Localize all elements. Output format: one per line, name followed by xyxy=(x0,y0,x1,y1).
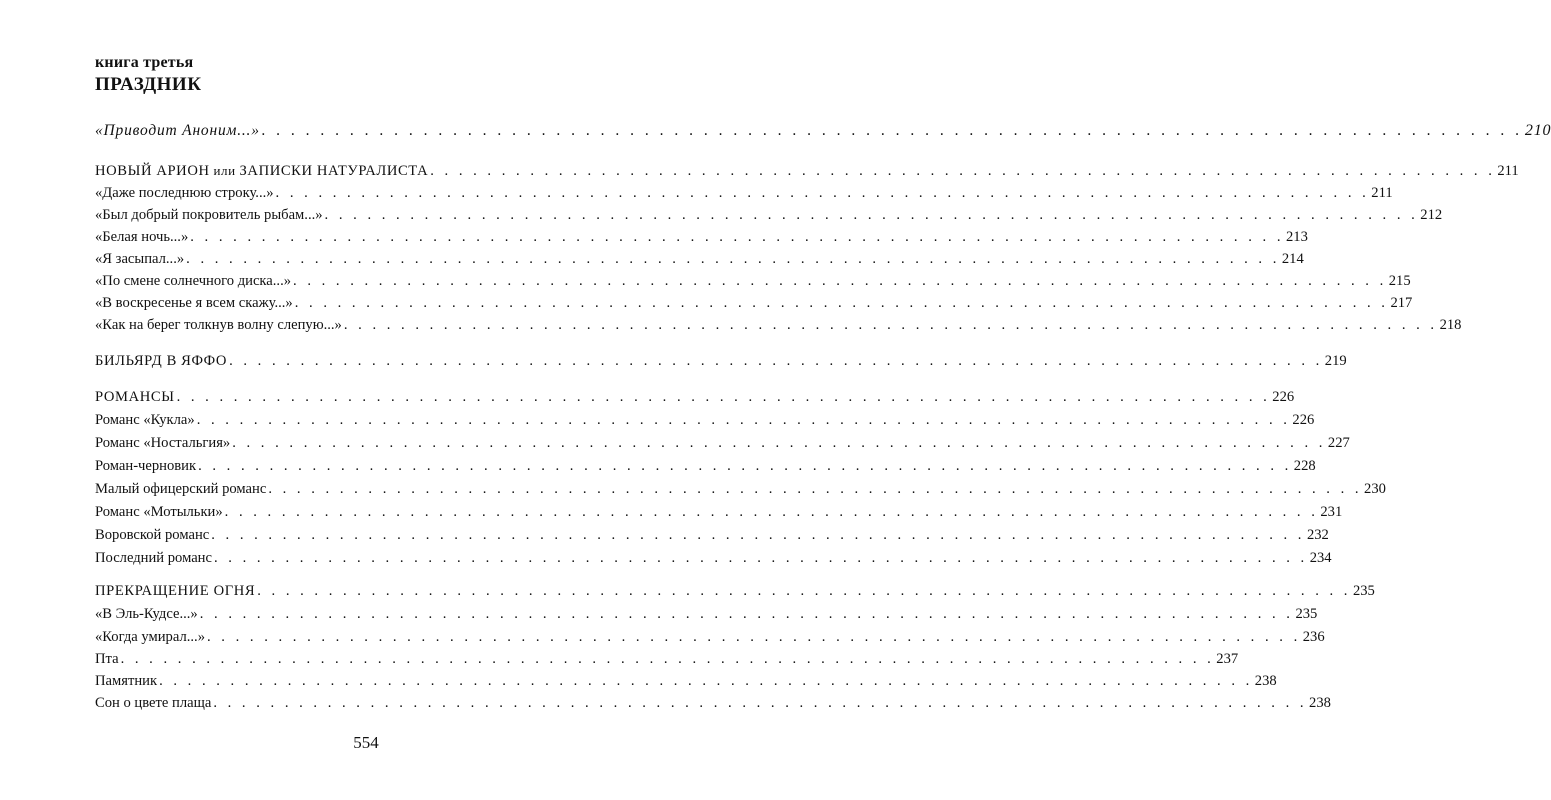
dot-leader: . . . . . . . . . . . . . . . . . . . . . . . . . . . . . . . . . . . . . . . . . . . . . . . . . . . . . . . . . . . . . . . . . . . . . . . . . . . . . xyxy=(176,389,1271,405)
toc-section-billiard xyxy=(95,350,1347,372)
toc-entry-page: 217 xyxy=(1390,295,1413,311)
toc-entry xyxy=(95,182,1393,204)
book-label: книга третья xyxy=(95,54,194,71)
toc-entry-page: 226 xyxy=(1292,412,1315,428)
dot-leader: . . . . . . . . . . . . . . . . . . . . . . . . . . . . . . . . . . . . . . . . . . . . . . . . . . . . . . . . . . . . . . . . . . . . . . . . . . . . . xyxy=(224,504,1319,520)
toc-entry-page: 213 xyxy=(1285,229,1308,245)
toc-entry-title: Романс «Кукла» xyxy=(95,412,195,428)
toc-section-page: 211 xyxy=(1497,163,1519,179)
toc-entry xyxy=(95,204,1443,226)
dot-leader: . . . . . . . . . . . . . . . . . . . . . . . . . . . . . . . . . . . . . . . . . . . . . . . . . . . . . . . . . . . . . . . . . . . . . . . . . . . . . xyxy=(198,458,1292,474)
book-title: ПРАЗДНИК xyxy=(95,74,202,95)
toc-entry-intro xyxy=(95,120,1551,142)
toc-section-arion xyxy=(95,160,1519,182)
toc-entry-page: 235 xyxy=(1295,606,1318,622)
toc-entry xyxy=(95,248,1304,270)
toc-entry-title: «Приводит Аноним...» xyxy=(95,122,260,139)
dot-leader: . . . . . . . . . . . . . . . . . . . . . . . . . . . . . . . . . . . . . . . . . . . . . . . . . . . . . . . . . . . . . . . . . . . . . . . . . . . . . xyxy=(190,229,1284,245)
toc-section-romances xyxy=(95,386,1295,408)
toc-entry-page: 236 xyxy=(1302,629,1325,645)
toc-entry xyxy=(95,409,1315,431)
toc-entry-title: «Белая ночь...» xyxy=(95,229,189,245)
toc-entry-title: «Как на берег толкнув волну слепую...» xyxy=(95,317,342,333)
toc-entry-title: «Я засыпал...» xyxy=(95,251,185,267)
dot-leader: . . . . . . . . . . . . . . . . . . . . . . . . . . . . . . . . . . . . . . . . . . . . . . . . . . . . . . . . . . . . . . . . . . . . . . . . . . . . . xyxy=(268,481,1363,497)
dot-leader: . . . . . . . . . . . . . . . . . . . . . . . . . . . . . . . . . . . . . . . . . . . . . . . . . . . . . . . . . . . . . . . . . . . . . . . . . . . . . xyxy=(211,527,1305,543)
toc-entry-page: 212 xyxy=(1420,207,1443,223)
dot-leader: . . . . . . . . . . . . . . . . . . . . . . . . . . . . . . . . . . . . . . . . . . . . . . . . . . . . . . . . . . . . . . . . . . . . . . . . . . . . . xyxy=(324,207,1419,223)
dot-leader: . . . . . . . . . . . . . . . . . . . . . . . . . . . . . . . . . . . . . . . . . . . . . . . . . . . . . . . . . . . . . . . . . . . . . . . . . . . . . xyxy=(120,651,1215,667)
dot-leader: . . . . . . . . . . . . . . . . . . . . . . . . . . . . . . . . . . . . . . . . . . . . . . . . . . . . . . . . . . . . . . . . . . . . . . . . . . . . . xyxy=(159,673,1253,689)
toc-entry-title: «Был добрый покровитель рыбам...» xyxy=(95,207,323,223)
dot-leader: . . . . . . . . . . . . . . . . . . . . . . . . . . . . . . . . . . . . . . . . . . . . . . . . . . . . . . . . . . . . . . . . . . . . . . . . . . . . . xyxy=(213,550,1308,566)
toc-entry xyxy=(95,226,1308,248)
dot-leader: . . . . . . . . . . . . . . . . . . . . . . . . . . . . . . . . . . . . . . . . . . . . . . . . . . . . . . . . . . . . . . . . . . . . . . . . . . . . . . . . . . . . . . xyxy=(261,122,1523,139)
toc-section-title: РОМАНСЫ xyxy=(95,389,175,405)
toc-entry-title: «В воскресенье я всем скажу...» xyxy=(95,295,293,311)
toc-entry-page: 214 xyxy=(1281,251,1304,267)
arion-title-or: или xyxy=(209,163,240,178)
toc-entry xyxy=(95,314,1462,336)
toc-entry-title: Памятник xyxy=(95,673,158,689)
toc-entry xyxy=(95,432,1350,454)
toc-entry-page: 237 xyxy=(1216,651,1239,667)
toc-entry-title: «Когда умирал...» xyxy=(95,629,205,645)
toc-entry xyxy=(95,292,1413,314)
toc-entry-title: «По смене солнечного диска...» xyxy=(95,273,292,289)
toc-entry xyxy=(95,692,1331,714)
toc-entry-title: Пта xyxy=(95,651,119,667)
toc-entry-page: 231 xyxy=(1320,504,1343,520)
dot-leader: . . . . . . . . . . . . . . . . . . . . . . . . . . . . . . . . . . . . . . . . . . . . . . . . . . . . . . . . . . . . . . . . . . . . . . . . . . . . . xyxy=(257,583,1351,599)
toc-entry-page: 227 xyxy=(1327,435,1350,451)
dot-leader: . . . . . . . . . . . . . . . . . . . . . . . . . . . . . . . . . . . . . . . . . . . . . . . . . . . . . . . . . . . . . . . . . . . . . . . . . . . . . xyxy=(207,629,1301,645)
toc-section-page: 235 xyxy=(1352,583,1375,599)
toc-entry-title: Романс «Ностальгия» xyxy=(95,435,231,451)
toc-entry-page: 228 xyxy=(1293,458,1316,474)
dot-leader: . . . . . . . . . . . . . . . . . . . . . . . . . . . . . . . . . . . . . . . . . . . . . . . . . . . . . . . . . . . . . . . . . . . . . . . . . . . . . xyxy=(199,606,1294,622)
dot-leader: . . . . . . . . . . . . . . . . . . . . . . . . . . . . . . . . . . . . . . . . . . . . . . . . . . . . . . . . . . . . . . . . . . . . . . . . . . . . . xyxy=(293,273,1387,289)
dot-leader: . . . . . . . . . . . . . . . . . . . . . . . . . . . . . . . . . . . . . . . . . . . . . . . . . . . . . . . . . . . . . . . . . . . . . . . . . . . . . xyxy=(186,251,1280,267)
toc-section-page: 226 xyxy=(1272,389,1295,405)
dot-leader: . . . . . . . . . . . . . . . . . . . . . . . . . . . . . . . . . . . . . . . . . . . . . . . . . . . . . . . . . . . . . . . . . . . . . . . . . . . xyxy=(430,163,1496,179)
toc-entry xyxy=(95,455,1316,477)
dot-leader: . . . . . . . . . . . . . . . . . . . . . . . . . . . . . . . . . . . . . . . . . . . . . . . . . . . . . . . . . . . . . . . . . . . . . . . . . . . . . xyxy=(213,695,1308,711)
page-number: 554 xyxy=(353,733,379,752)
toc-entry xyxy=(95,501,1343,523)
toc-entry xyxy=(95,478,1386,500)
dot-leader: . . . . . . . . . . . . . . . . . . . . . . . . . . . . . . . . . . . . . . . . . . . . . . . . . . . . . . . . . . . . . . . . . . . . . . . . . . . . . xyxy=(232,435,1326,451)
toc-section-title: БИЛЬЯРД В ЯФФО xyxy=(95,353,228,369)
toc-entry-title: «Даже последнюю строку...» xyxy=(95,185,274,201)
toc-entry xyxy=(95,547,1332,569)
toc-entry xyxy=(95,524,1329,546)
dot-leader: . . . . . . . . . . . . . . . . . . . . . . . . . . . . . . . . . . . . . . . . . . . . . . . . . . . . . . . . . . . . . . . . . . . . . . . . . . . . . xyxy=(343,317,1438,333)
arion-title-part-b: ЗАПИСКИ НАТУРАЛИСТА xyxy=(239,163,429,179)
toc-entry xyxy=(95,270,1411,292)
dot-leader: . . . . . . . . . . . . . . . . . . . . . . . . . . . . . . . . . . . . . . . . . . . . . . . . . . . . . . . . . . . . . . . . . . . . . . . . . . . . . xyxy=(294,295,1389,311)
toc-entry-page: 232 xyxy=(1306,527,1329,543)
dot-leader: . . . . . . . . . . . . . . . . . . . . . . . . . . . . . . . . . . . . . . . . . . . . . . . . . . . . . . . . . . . . . . . . . . . . . . . . . . . . . xyxy=(196,412,1291,428)
toc-entry-page: 230 xyxy=(1364,481,1386,497)
toc-entry xyxy=(95,603,1318,625)
toc-entry xyxy=(95,670,1277,692)
toc-entry-title: Малый офицерский романс xyxy=(95,481,267,497)
toc-entry-title: «В Эль-Кудсе...» xyxy=(95,606,198,622)
toc-entry-page: 215 xyxy=(1388,273,1411,289)
toc-entry-title: Последний романс xyxy=(95,550,212,566)
toc-entry-title: Воровской романс xyxy=(95,527,210,543)
toc-section-ceasefire xyxy=(95,580,1375,602)
toc-entry-page: 210 xyxy=(1524,122,1551,139)
toc-entry-page: 211 xyxy=(1371,185,1393,201)
toc-entry-title: Роман-черновик xyxy=(95,458,197,474)
toc-entry-title: Романс «Мотыльки» xyxy=(95,504,223,520)
toc-entry xyxy=(95,626,1325,648)
toc-entry-page: 238 xyxy=(1309,695,1331,711)
dot-leader: . . . . . . . . . . . . . . . . . . . . . . . . . . . . . . . . . . . . . . . . . . . . . . . . . . . . . . . . . . . . . . . . . . . . . . . . . . . . . xyxy=(229,353,1323,369)
toc-section-title xyxy=(95,160,428,182)
toc-entry-title: Сон о цвете плаща xyxy=(95,695,212,711)
dot-leader: . . . . . . . . . . . . . . . . . . . . . . . . . . . . . . . . . . . . . . . . . . . . . . . . . . . . . . . . . . . . . . . . . . . . . . . . . . . . . xyxy=(275,185,1370,201)
arion-title-part-a: НОВЫЙ АРИОН xyxy=(95,163,210,179)
toc-section-title: ПРЕКРАЩЕНИЕ ОГНЯ xyxy=(95,583,256,599)
toc-entry-page: 234 xyxy=(1309,550,1332,566)
toc-entry xyxy=(95,648,1239,670)
toc-entry-page: 238 xyxy=(1254,673,1277,689)
toc-section-page: 219 xyxy=(1324,353,1347,369)
toc-entry-page: 218 xyxy=(1439,317,1462,333)
